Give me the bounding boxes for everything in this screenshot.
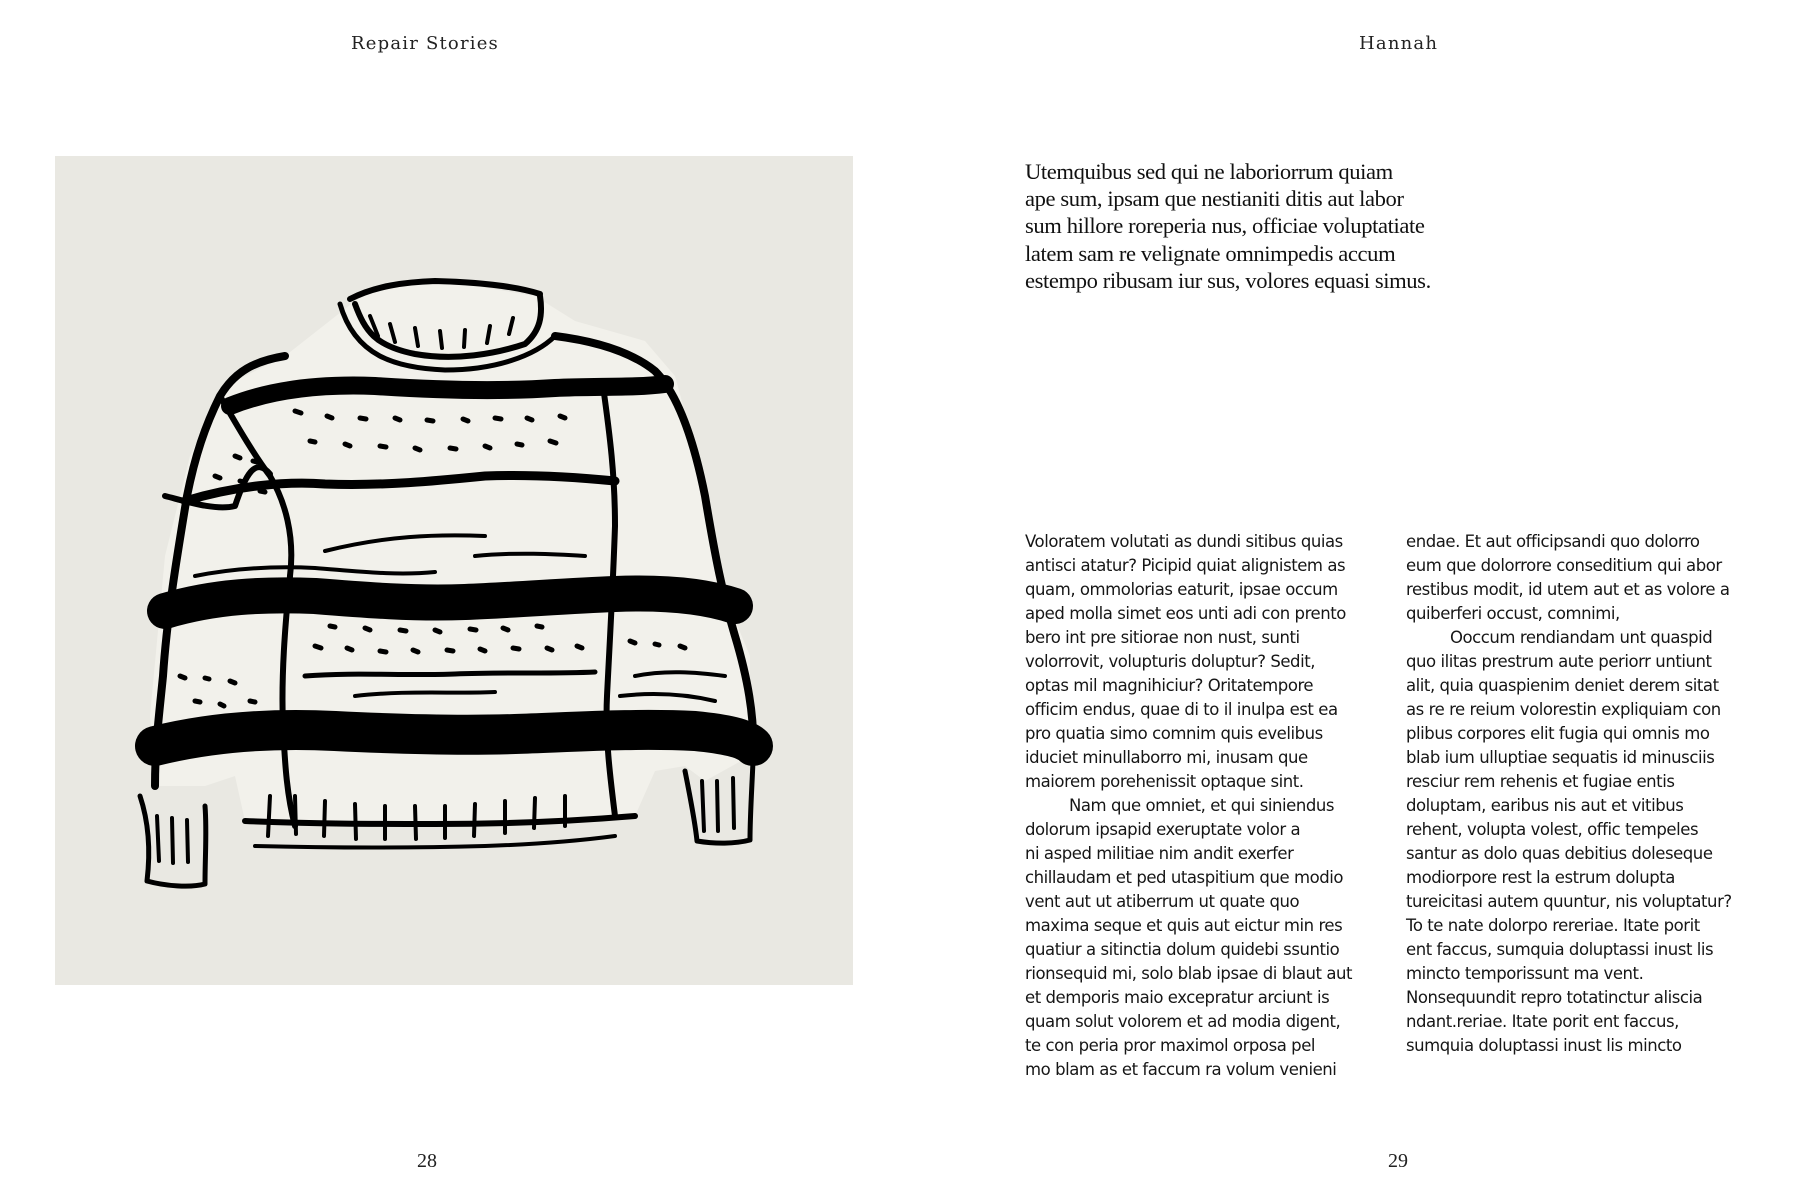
- running-head-left: Repair Stories: [351, 33, 499, 54]
- body-line: To te nate dolorpo rereriae. Itate porit: [1406, 916, 1700, 935]
- body-line: antisci atatur? Picipid quiat alignistem as: [1025, 556, 1346, 575]
- lede-paragraph: [1025, 158, 1495, 294]
- body-line: ni asped militiae nim andit exerfer: [1025, 844, 1294, 863]
- body-line: rionsequid mi, solo blab ipsae di blaut aut: [1025, 964, 1353, 983]
- body-line: maxima seque et quis aut eictur min res: [1025, 916, 1343, 935]
- body-line: eum que dolorrore conseditium qui abor: [1406, 556, 1722, 575]
- lede-line: sum hillore roreperia nus, officiae voluptatiate: [1025, 213, 1425, 239]
- body-text-column-2: [1406, 530, 1786, 1058]
- body-line: officim endus, quae di to il inulpa est ea: [1025, 700, 1338, 719]
- page-number-right: 29: [1388, 1150, 1408, 1172]
- body-line: doluptam, earibus nis aut et vitibus: [1406, 796, 1684, 815]
- body-line: optas mil magnihiciur? Oritatempore: [1025, 676, 1314, 695]
- sweater-illustration: [55, 156, 853, 985]
- body-line: iduciet minullaborro mi, inusam que: [1025, 748, 1308, 767]
- body-line: santur as dolo quas debitius doleseque: [1406, 844, 1713, 863]
- body-line: modiorpore rest la estrum dolupta: [1406, 868, 1675, 887]
- body-line: quatiur a sitinctia dolum quidebi ssuntio: [1025, 940, 1340, 959]
- body-line: chillaudam et ped utaspitium que modio: [1025, 868, 1344, 887]
- body-line: maiorem porehenissit optaque sint.: [1025, 772, 1304, 791]
- lede-line: estempo ribusam iur sus, volores equasi simus.: [1025, 267, 1431, 293]
- body-line: pro quatia simo comnim quis evelibus: [1025, 724, 1323, 743]
- body-line: te con peria pror maximol orposa pel: [1025, 1036, 1316, 1055]
- body-line: bero int pre sitiorae non nust, sunti: [1025, 628, 1300, 647]
- lede-line: Utemquibus sed qui ne laboriorrum quiam: [1025, 159, 1393, 184]
- body-line: ndant.reriae. Itate porit ent faccus,: [1406, 1012, 1679, 1031]
- body-line: blab ium ulluptiae sequatis id minusciis: [1406, 748, 1715, 767]
- body-line: mincto temporissunt ma vent.: [1406, 964, 1644, 983]
- sweater-drawing: [55, 156, 853, 985]
- body-line-indented: Nam que omniet, et qui siniendus: [1069, 796, 1335, 815]
- lede-line: latem sam re velignate omnimpedis accum: [1025, 240, 1396, 266]
- body-line: volorrovit, volupturis doluptur? Sedit,: [1025, 652, 1316, 671]
- body-line: mo blam as et faccum ra volum venieni: [1025, 1060, 1337, 1079]
- body-line: quiberferi occust, comnimi,: [1406, 604, 1620, 623]
- body-line: quam, ommolorias eaturit, ipsae occum: [1025, 580, 1338, 599]
- body-line: dolorum ipsapid exeruptate volor a: [1025, 820, 1301, 839]
- body-line: resciur rem rehenis et fugiae entis: [1406, 772, 1675, 791]
- body-line: endae. Et aut officipsandi quo dolorro: [1406, 532, 1700, 551]
- body-line: et demporis maio excepratur arciunt is: [1025, 988, 1330, 1007]
- body-line: aped molla simet eos unti adi con prento: [1025, 604, 1346, 623]
- body-line: alit, quia quaspienim deniet derem sitat: [1406, 676, 1719, 695]
- body-line: ent faccus, sumquia doluptassi inust lis: [1406, 940, 1714, 959]
- body-line: restibus modit, id utem aut et as volore a: [1406, 580, 1730, 599]
- body-line: as re re reium volorestin expliquiam con: [1406, 700, 1721, 719]
- body-line: Voloratem volutati as dundi sitibus quias: [1025, 532, 1343, 551]
- lede-line: ape sum, ipsam que nestianiti ditis aut labor: [1025, 186, 1404, 212]
- body-line: vent aut ut atiberrum ut quate quo: [1025, 892, 1300, 911]
- body-line: plibus corpores elit fugia qui omnis mo: [1406, 724, 1710, 743]
- body-text-column-1: [1025, 530, 1405, 1082]
- body-line: quo ilitas prestrum aute periorr untiunt: [1406, 652, 1712, 671]
- body-line: quam solut volorem et ad modia digent,: [1025, 1012, 1341, 1031]
- page-number-left: 28: [417, 1150, 437, 1172]
- body-line: rehent, volupta volest, offic tempeles: [1406, 820, 1699, 839]
- body-line: Nonsequundit repro totatinctur aliscia: [1406, 988, 1703, 1007]
- body-line-indented: Ooccum rendiandam unt quaspid: [1450, 628, 1713, 647]
- body-line: sumquia doluptassi inust lis mincto: [1406, 1036, 1682, 1055]
- running-head-right: Hannah: [1359, 33, 1439, 54]
- body-line: tureicitasi autem quuntur, nis voluptatur?: [1406, 892, 1732, 911]
